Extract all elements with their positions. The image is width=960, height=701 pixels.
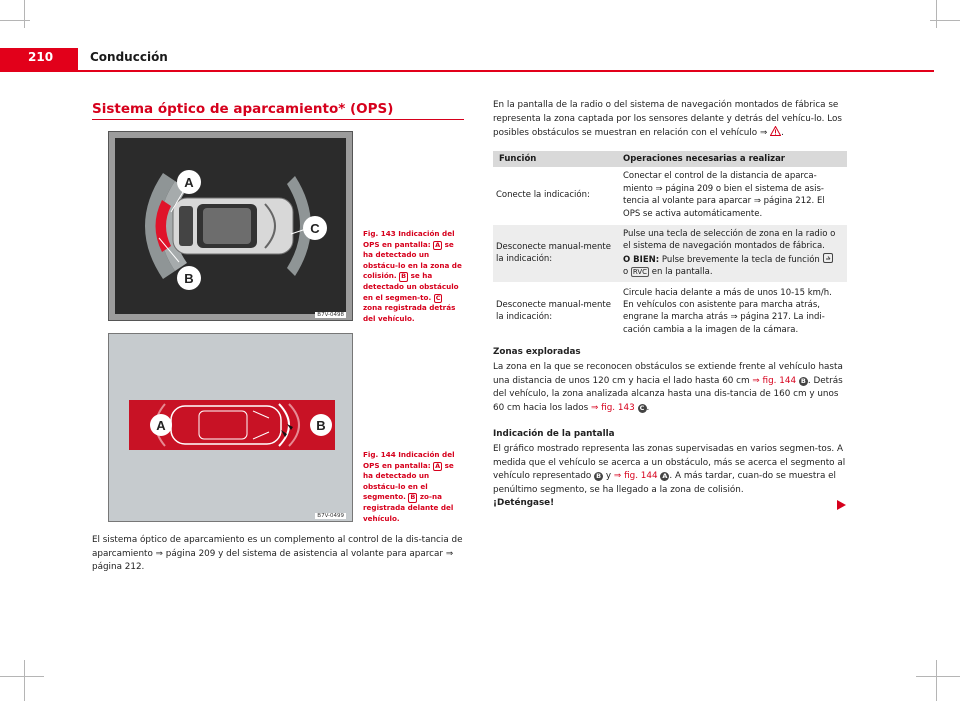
crop-mark [936, 0, 937, 28]
warning-text: ¡Deténgase! [493, 498, 555, 508]
caption-label-a: A [435, 240, 441, 249]
figure-143 [108, 131, 353, 321]
crop-mark [24, 0, 25, 28]
figure-reference-link[interactable]: ⇒ fig. 143 [591, 402, 635, 413]
figure-label-a: A [662, 472, 668, 480]
pantalla-text: El gráfico mostrado representa las zonas supervisadas en varios segmen-tos. A medida que el vehículo se acerca a un obstáculo, más se acerca el segmento al vehículo representado [493, 444, 846, 481]
table-cell-action [617, 224, 847, 283]
zonas-text: . Detrás del vehículo, la zona analizada alcanza hasta una dis-tancia de 160 cm y unos 60 cm hacia los lados [493, 375, 843, 413]
action-text: en la pantalla. [649, 267, 713, 278]
crop-mark [24, 660, 25, 701]
action-text: o [623, 267, 631, 278]
zonas-heading: Zonas exploradas [493, 347, 581, 357]
warning-icon [770, 126, 781, 136]
zonas-text: La zona en la que se reconocen obstáculos se extiende frente al vehículo hasta una distancia de unos 120 cm y hacia el lado hasta 60 cm [493, 362, 843, 386]
function-key-icon [823, 253, 833, 263]
zonas-text: . [646, 402, 650, 413]
pantalla-paragraph [493, 443, 847, 511]
next-page-arrow-icon [837, 500, 846, 510]
car-roof-panel [203, 208, 251, 244]
caption-label-a: A [435, 461, 441, 470]
or-label: O BIEN: [623, 254, 660, 265]
table-cell-function: Desconecte manual-mente la indicación: [493, 283, 617, 340]
caption-text: zo-na registrada delante del vehículo. [363, 492, 454, 523]
figure-143-illustration [115, 138, 346, 314]
table-header-function: Función [493, 151, 617, 167]
rvc-key: RVC [632, 268, 648, 277]
figure-144-label-a: A [156, 418, 166, 433]
table-header-row [493, 151, 847, 167]
caption-prefix: Fig. 144 Indicación del OPS en pantalla: [363, 450, 455, 470]
table-header-actions: Operaciones necesarias a realizar [617, 151, 847, 167]
pantalla-text: . A más tardar, cuan-do se muestra el penúltimo segmento, se ha llegado a la zona de colisión. [493, 471, 836, 495]
figure-reference-link[interactable]: ⇒ fig. 144 [752, 375, 797, 386]
figure-label-b: B [594, 472, 603, 481]
figure-label-b: B [799, 377, 808, 386]
table-cell-action: Conectar el control de la distancia de aparca-miento ⇒ página 209 o bien el sistema de asis-tencia al volante para aparcar ⇒ página 212. El OPS se activa automáticamente. [623, 171, 825, 219]
figure-143-caption [363, 229, 463, 324]
figure-144 [108, 333, 353, 522]
crop-mark [0, 20, 30, 21]
figure-reference-link[interactable]: ⇒ fig. 144 [613, 471, 658, 481]
table-cell-function: Desconecte manual-mente la indicación: [493, 224, 617, 283]
figure-143-code: B7V-0498 [317, 312, 344, 318]
crop-mark [936, 660, 937, 701]
table-cell-function: Conecte la indicación: [496, 190, 590, 201]
table-row [493, 224, 847, 283]
pantalla-text: y [603, 471, 614, 481]
figure-144-caption [363, 450, 463, 524]
operations-table [493, 151, 847, 339]
figure-143-label-b: B [184, 271, 194, 286]
section-rule [92, 119, 464, 120]
header-rule [0, 70, 934, 72]
caption-prefix: Fig. 143 Indicación del OPS en pantalla: [363, 229, 455, 249]
page-number: 210 [28, 50, 54, 64]
caption-label-b: B [401, 272, 407, 281]
table-cell-action: Circule hacia delante a más de unos 10-15 km/h. En vehículos con asistente para marcha atrás, engrane la marcha atrás ⇒ página 217. La indi-cación cambia a la imagen de la cámara. [617, 283, 847, 340]
crop-mark [0, 676, 44, 677]
table-row [493, 167, 847, 224]
crop-mark [930, 20, 960, 21]
chapter-title: Conducción [90, 50, 168, 64]
pantalla-heading: Indicación de la pantalla [493, 429, 615, 439]
table-row [493, 283, 847, 340]
caption-text: se ha detectado un obstácu-lo en la zona de colisión. [363, 239, 462, 281]
intro-right-text: En la pantalla de la radio o del sistema de navegación montados de fábrica se representa la zona captada por los sensores delante y detrás del vehícu-lo. Los posibles obstáculos se muestran en relación con el vehículo ⇒ [493, 100, 842, 138]
figure-label-c: C [638, 404, 647, 413]
figure-144-code: B7V-0499 [317, 513, 344, 519]
caption-text: zona registrada detrás del vehículo. [363, 303, 456, 323]
action-text: Pulse brevemente la tecla de función [659, 254, 823, 265]
rear-window [179, 206, 193, 246]
figure-144-illustration [109, 334, 352, 521]
intro-paragraph: El sistema óptico de aparcamiento es un complemento al control de la dis-tancia de aparcamiento ⇒ página 209 y del sistema de asistencia al volante para aparcar ⇒ página 212. [92, 535, 463, 572]
caption-label-b: B [410, 493, 416, 502]
zonas-paragraph [493, 361, 847, 415]
caption-text: se ha detectado un obstácu-lo en el segmento. [363, 460, 454, 502]
figure-144-label-b: B [316, 418, 326, 433]
figure-143-display [115, 138, 346, 314]
caption-label-c: C [435, 293, 441, 302]
figure-143-label-c: C [310, 221, 320, 236]
caption-text: se ha detectado un obstáculo en el segmen-to. [363, 271, 459, 302]
intro-right-paragraph: En la pantalla de la radio o del sistema de navegación montados de fábrica se representa la zona captada por los sensores delante y detrás del vehícu-lo. Los posibles obstáculos se muestran en relación con el vehículo ⇒ . [493, 100, 842, 138]
crop-mark [916, 676, 960, 677]
figure-143-label-a: A [184, 175, 194, 190]
section-title: Sistema óptico de aparcamiento* (OPS) [92, 101, 394, 117]
action-text: Pulse una tecla de selección de zona en la radio o el sistema de navegación montados de fábrica. [623, 229, 836, 252]
